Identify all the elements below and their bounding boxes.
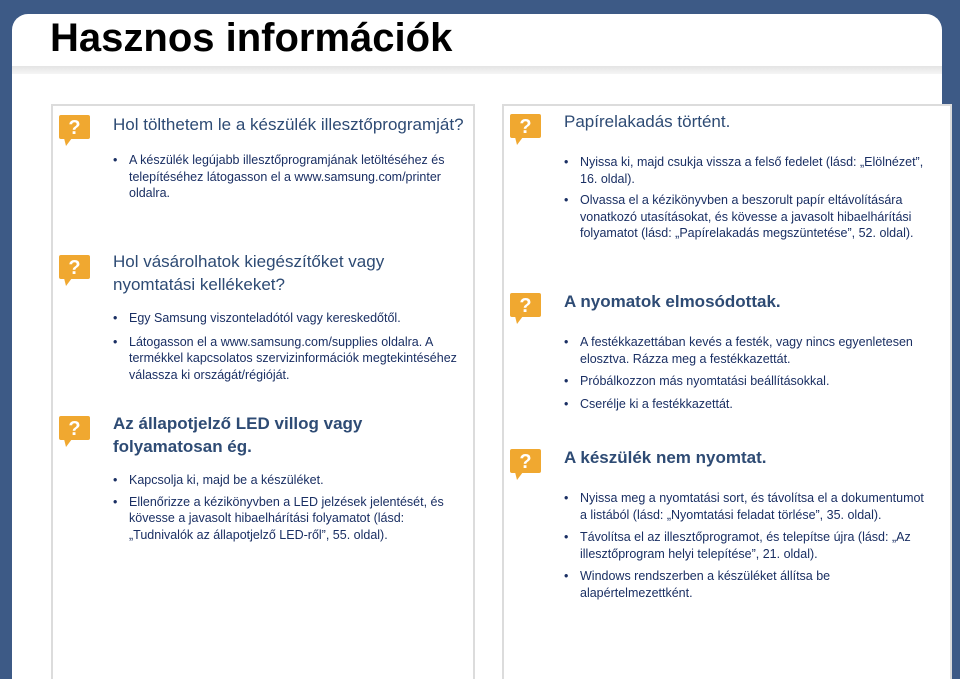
- svg-text:?: ?: [519, 451, 532, 473]
- faq-section: [564, 446, 924, 601]
- faq-answer-list: [113, 310, 468, 383]
- faq-answer-list: [113, 472, 468, 543]
- svg-text:?: ?: [68, 257, 81, 279]
- question-mark-icon: [509, 113, 543, 147]
- list-item: • Cserélje ki a festékkazettát.: [564, 396, 924, 413]
- list-item: • Próbálkozzon más nyomtatási beállításokkal.: [564, 373, 924, 390]
- question-mark-icon: [58, 254, 92, 288]
- faq-question: Az állapotjelző LED villog vagy folyamatosan ég.: [113, 414, 363, 456]
- faq-question: Papírelakadás történt.: [564, 112, 731, 131]
- faq-answer-list: [564, 334, 924, 412]
- list-item: • Windows rendszerben a készüléket állítsa be alapértelmezettként.: [564, 568, 924, 601]
- list-item: • Kapcsolja ki, majd be a készüléket.: [113, 472, 468, 489]
- list-item: • Ellenőrizze a kézikönyvben a LED jelzések jelentését, és kövesse a javasolt hibaelhárítási folyamatot (lásd: „Tudnivalók az állapotjelző LED-ről”, 55. oldal).: [113, 494, 468, 544]
- question-mark-icon: [58, 114, 92, 148]
- list-item: • A készülék legújabb illesztőprogramjának letöltéséhez és telepítéséhez látogasson el a www.samsung.com/printer oldalra.: [113, 152, 468, 202]
- svg-text:?: ?: [68, 117, 81, 139]
- faq-question: Hol tölthetem le a készülék illesztőprogramját?: [113, 115, 464, 134]
- svg-text:?: ?: [519, 295, 532, 317]
- faq-section: [113, 412, 468, 543]
- question-mark-icon: [58, 415, 92, 449]
- list-item: • Nyissa ki, majd csukja vissza a felső fedelet (lásd: „Elölnézet”, 16. oldal).: [564, 154, 924, 187]
- svg-text:?: ?: [68, 418, 81, 440]
- list-item: • Olvassa el a kézikönyvben a beszorult papír eltávolítására vonatkozó utasításokat, és kövesse a javasolt hibaelhárítási folyamatot (lásd: „Papírelakadás megszüntetése”, 52. oldal).: [564, 192, 924, 242]
- question-mark-icon: [509, 448, 543, 482]
- title-underline: [12, 66, 942, 74]
- page-title: Hasznos információk: [50, 16, 453, 60]
- list-item: • Látogasson el a www.samsung.com/supplies oldalra. A termékkel kapcsolatos szervizinformációk megtekintéséhez válassza ki országát/régióját.: [113, 334, 468, 384]
- list-item: • A festékkazettában kevés a festék, vagy nincs egyenletesen elosztva. Rázza meg a festékkazettát.: [564, 334, 924, 367]
- question-mark-icon: [509, 292, 543, 326]
- svg-text:?: ?: [519, 116, 532, 138]
- faq-question: A nyomatok elmosódottak.: [564, 292, 781, 311]
- faq-section: [564, 110, 924, 242]
- list-item: • Egy Samsung viszonteladótól vagy kereskedőtől.: [113, 310, 468, 327]
- faq-section: [113, 113, 468, 202]
- faq-answer-list: [113, 152, 468, 202]
- faq-question: Hol vásárolhatok kiegészítőket vagy nyomtatási kellékeket?: [113, 252, 385, 294]
- faq-question: A készülék nem nyomtat.: [564, 448, 767, 467]
- faq-section: [113, 250, 468, 383]
- list-item: • Nyissa meg a nyomtatási sort, és távolítsa el a dokumentumot a listából (lásd: „Nyomtatási feladat törlése”, 35. oldal).: [564, 490, 924, 523]
- faq-answer-list: [564, 154, 924, 242]
- faq-section: [564, 290, 924, 412]
- list-item: • Távolítsa el az illesztőprogramot, és telepítse újra (lásd: „Az illesztőprogram helyi telepítése”, 21. oldal).: [564, 529, 924, 562]
- faq-answer-list: [564, 490, 924, 601]
